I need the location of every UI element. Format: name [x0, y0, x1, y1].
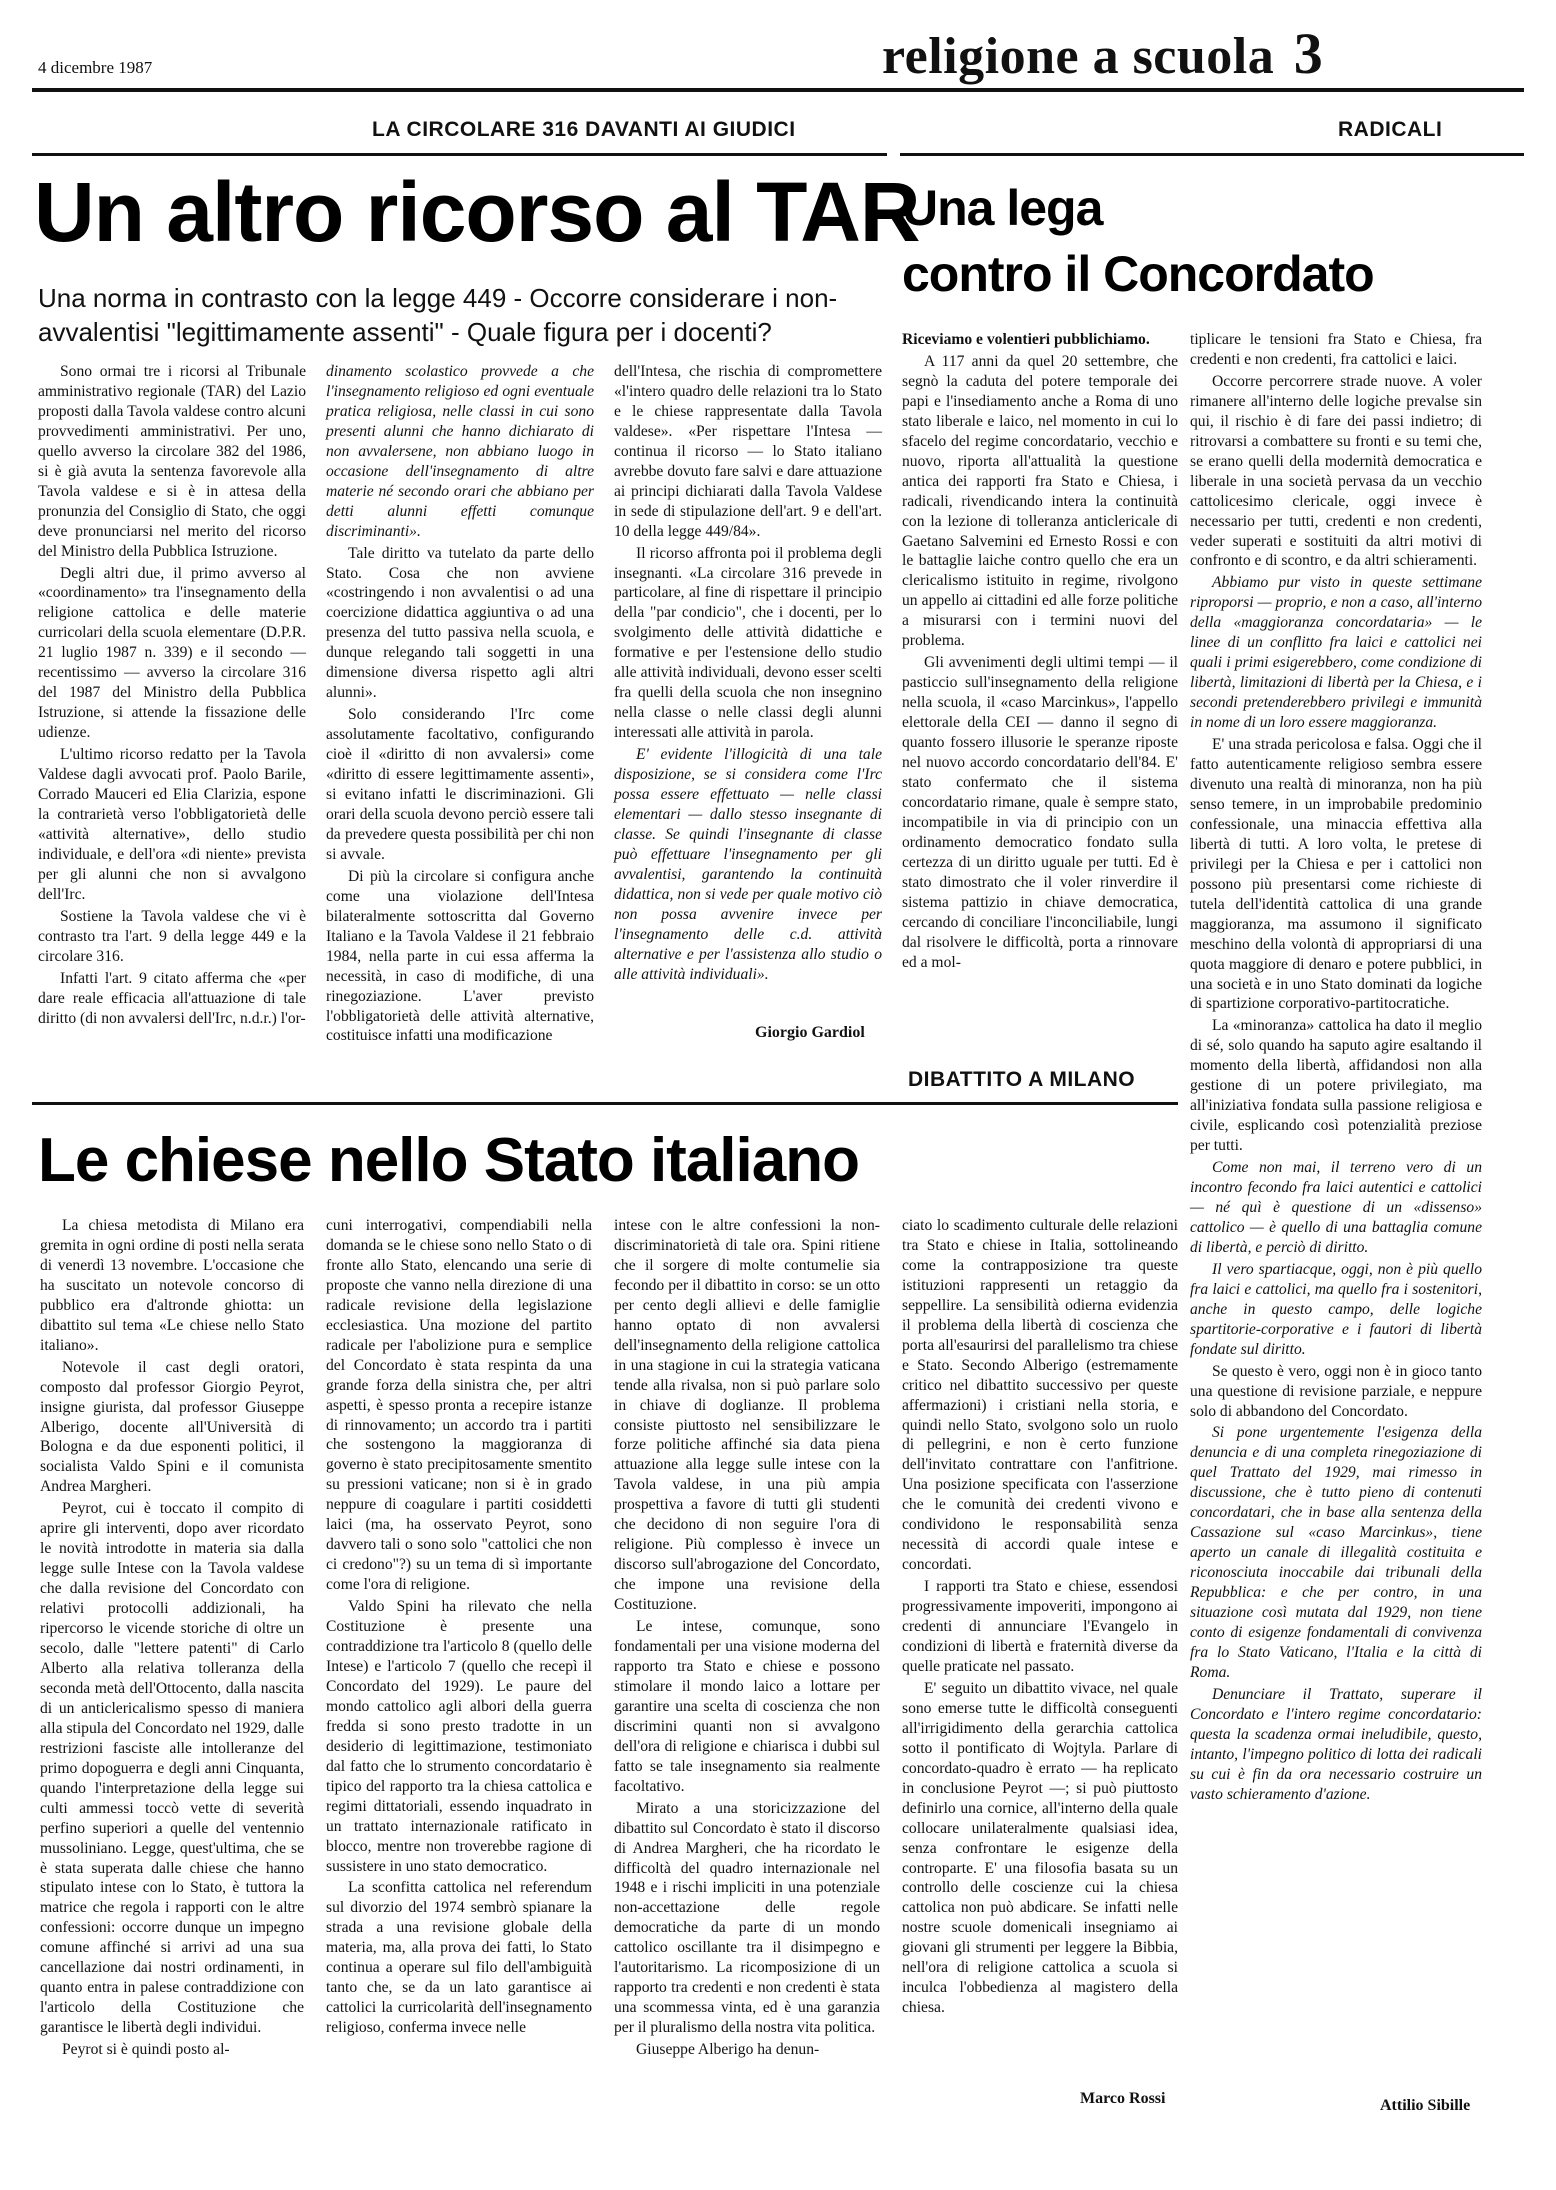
article3-title: Le chiese nello Stato italiano	[38, 1126, 859, 1195]
article1-column-3	[614, 362, 882, 1022]
paragraph: Le intese, comunque, sono fondamentali per una visione moderna del rapporto tra Stato e chiese e possono stimolare il mondo laico a lottare per garantire una scelta di coscienza che non discrimini quanti non si avvalgono dell'ora di religione e chiarisca i dubbi sul fatto se tale insegnamento sia realmente facoltativo.	[614, 1618, 880, 1795]
paragraph: Riceviamo e volentieri pubblichiamo.	[902, 331, 1150, 348]
article1-kicker: LA CIRCOLARE 316 DAVANTI AI GIUDICI	[372, 118, 796, 141]
article2-kicker-rule	[900, 153, 1524, 156]
paragraph: L'ultimo ricorso redatto per la Tavola Valdese dagli avvocati prof. Paolo Barile, Corrado Mauceri ed Elia Clarizia, espone la contrarietà verso l'obbligatorietà delle «attività alternative», dello studio individuale, e dell'ora «di niente» prevista per gli alunni che non si avvalgono dell'Irc.	[38, 746, 306, 903]
paragraph: dinamento scolastico provvede a che l'insegnamento religioso ed ogni eventuale pratica religiosa, nelle classi in cui sono presenti alunni che hanno dichiarato di non avvalersene, non abbiano luogo in occasione dell'insegnamento di altre materie né secondo orari che abbiano per detti alunni effetti comunque discriminanti».	[326, 363, 594, 540]
article1-kicker-rule	[32, 153, 887, 156]
paragraph: E' evidente l'illogicità di una tale disposizione, se si considera come l'Irc possa essere effettuato — nelle classi elementari — dallo stesso insegnante di classe. Se quindi l'insegnante di classe può effettuare l'insegnamento per gli avvalentisi, garantendo la continuità didattica, non si vede per quale motivo ciò non possa avvenire invece per l'insegnamento delle c.d. attività alternative e per l'assistenza allo studio o alle attività individuali».	[614, 746, 882, 983]
paragraph: A 117 anni da quel 20 settembre, che segnò la caduta del potere temporale dei papi e l'insediamento anche a Roma di uno stato liberale e laico, nel momento in cui lo sfacelo del regime concordatario, vecchio e nuovo, riporta all'attualità la questione antica dei rapporti fra Stato e Chiesa, i radicali, rivendicando intera la continuità con la lezione di tolleranza anticlericale di Gaetano Salvemini ed Ernesto Rossi e con le battaglie laiche contro quello che era un clericalismo istituito in regime, rivolgono un appello ai cittadini ed alle forze politiche a misurarsi con i termini nuovi del problema.	[902, 352, 1178, 650]
page-number: 3	[1293, 21, 1324, 86]
article3-kicker-rule	[32, 1102, 1178, 1105]
paragraph: La «minoranza» cattolica ha dato il meglio di sé, solo quando ha saputo agire esaltando il momento della libertà, affidandosi non alla gestione di un potere privilegiato, ma all'iniziativa fondata sulla passione religiosa e civile, esplicando così potenzialità preziose per tutti.	[1190, 1017, 1482, 1155]
paragraph: E' seguito un dibattito vivace, nel quale sono emerse tutte le difficoltà conseguenti all'irrigidimento della gerarchia cattolica sotto il pontificato di Wojtyla. Parlare di concordato-quadro è errato — ha replicato in conclusione Peyrot —; si può piuttosto definirlo una cornice, all'interno della quale collocare unilateralmente qualsiasi idea, senza confrontare le esigenze della controparte. E' una filosofia basata su un controllo delle coscienze cui la chiesa cattolica non può abdicare. Se infatti nelle nostre scuole domenicali insegniamo ai giovani gli strumenti per leggere la Bibbia, nell'ora di religione cattolica a scuola si inculca l'obbedienza al magistero della chiesa.	[902, 1679, 1178, 2017]
paragraph: Mirato a una storicizzazione del dibattito sul Concordato è stato il discorso di Andrea Margheri, che ha ricordato le difficoltà del quadro internazionale nel 1948 e i rischi impliciti in una potenziale non-accettazione delle regole democratiche da parte di un mondo cattolico oscillante tra il disimpegno e l'autoritarismo. La ricomposizione di un rapporto tra credenti e non credenti è stata una scommessa vinta, ed è una garanzia per il pluralismo della nostra vita politica.	[614, 1799, 880, 2037]
section-title: religione a scuola	[882, 28, 1275, 85]
paragraph: E' una strada pericolosa e falsa. Oggi che il fatto autenticamente religioso sembra essere divenuto una realtà di minoranza, non ha più senso temere, in un improbabile predominio confessionale, una minaccia effettiva alla libertà di tutti. A loro volta, le pretese di privilegi per la Chiesa e per i cattolici non possono più presentarsi come richieste di tutela dell'identità cattolica di una grande maggioranza, ma assumono il significato meschino della volontà di appropriarsi di una quota maggiore di denaro e potere pubblici, in una società e in uno Stato dominati da logiche di spartizione corporativo-partitocratiche.	[1190, 736, 1482, 1013]
paragraph: Notevole il cast degli oratori, composto dal professor Giorgio Peyrot, insigne giurista, dal professor Giuseppe Alberigo, docente all'Università di Bologna e da due esponenti politici, il socialista Valdo Spini e il comunista Andrea Margheri.	[40, 1358, 304, 1496]
paragraph: intese con le altre confessioni la non-discriminatorietà di tale ora. Spini ritiene che il sorgere di molte contumelie sia fecondo per il dibattito in corso: se un otto per cento degli allievi e delle famiglie hanno optato di non avvalersi dell'insegnamento della religione cattolica in una stagione in cui la strategia vaticana tende alla rivalsa, non si può parlare solo in chiave di doglianze. Il problema consiste piuttosto nel sensibilizzare le forze politiche affinché sia data piena attuazione alla legge sulle intese con la Tavola valdese, in una più ampia prospettiva a favore di tutti gli studenti che decidono di non seguire l'ora di religione. Più complesso è invece un discorso sull'abrogazione del Concordato, che impone una revisione della Costituzione.	[614, 1217, 880, 1614]
article2-column-1	[902, 330, 1178, 1060]
paragraph: ciato lo scadimento culturale delle relazioni tra Stato e chiese in Italia, sottolineando come la contrapposizione tra queste istituzioni rappresenti un retaggio da seppellire. La sensibilità odierna evidenzia il problema della libertà di coscienza che porta all'esaurirsi del parallelismo tra chiese e Stato. Secondo Alberigo (estremamente critico nel dibattito successivo per queste affermazioni) i cristiani nella storia, e quindi nello Stato, svolgono solo un ruolo di pellegrini, e non è certo funzione dell'invitato contrattare con l'anfitrione. Una posizione specificata con l'asserzione che le comunità dei credenti vivono e condividono le responsabilità senza necessità di accordi quale intese e concordati.	[902, 1217, 1178, 1574]
paragraph: Peyrot, cui è toccato il compito di aprire gli interventi, dopo aver ricordato le novità introdotte in materia sia dalla legge sulle Intese con la Tavola valdese che dalla revisione del Concordato con relativi protocolli addizionali, ha ripercorso le vicende storiche di oltre un secolo, dalle "lettere patenti" di Carlo Alberto alla relativa tolleranza della seconda metà dell'Ottocento, dalla nascita di un anticlericalismo spesso di maniera alla stipula del Concordato nel 1929, dalle restrizioni fasciste alle intolleranze del primo dopoguerra e degli anni Cinquanta, quando l'interpretazione della legge sui culti ammessi toccò vette di severità perfino superiori a quelle del ventennio mussoliniano. Legge, quest'ultima, che se è stata superata dalle chiese che hanno stipulato intese con lo Stato, è tuttora la matrice che regola i rapporti con le altre confessioni: occorre dunque un impegno comune affinché si arrivi ad una sua cancellazione dai nostri ordinamenti, in quanto entra in palese contraddizione con l'articolo della Costituzione che garantisce le libertà degli individui.	[40, 1500, 304, 2037]
article1-author: Giorgio Gardiol	[755, 1024, 865, 1041]
paragraph: Gli avvenimenti degli ultimi tempi — il pasticcio sull'insegnamento della religione nella scuola, il «caso Marcinkus», l'appello elettorale della CEI — danno il segno di quanto fossero illusorie le speranze riposte nel nuovo accordo concordatario dell'84. E' stato confermato che il sistema concordatario rimane, quale è sempre stato, incompatibile in via di principio con un ordinamento democratico fondato sulla certezza di un diritto uguale per tutti. Ed è stato dimostrato che il voler rinverdire il sistema pattizio in chiave democratica, cercando di conciliare l'inconciliabile, lungi dal risolvere le difficoltà, porta a rinnovare ed a mol-	[902, 654, 1178, 971]
paragraph: Abbiamo pur visto in queste settimane riproporsi — proprio, e non a caso, all'interno della «maggioranza concordataria» — le linee di un conflitto fra laici e cattolici nei quali i primi esigerebbero, come condizione di libertà, limitazioni di libertà per la Chiesa, e i secondi pretenderebbero privilegi e immunità in nome di un loro essere maggioranza.	[1190, 574, 1482, 732]
article3-column-2	[326, 1216, 592, 2146]
article3-kicker: DIBATTITO A MILANO	[908, 1068, 1136, 1091]
masthead-section	[882, 20, 1323, 87]
masthead-rule	[32, 88, 1524, 92]
paragraph: Valdo Spini ha rilevato che nella Costituzione è presente una contraddizione tra l'articolo 8 (quello delle Intese) e l'articolo 7 (quello che recepì il Concordato del 1929). Le paure del mondo cattolico agli albori della guerra fredda si sono presto tradotte in un desiderio di legittimazione, testimoniato dal fatto che lo strumento concordatario è tipico del rapporto tra la chiesa cattolica e regimi dittatoriali, essendo inquadrato in un trattato internazionale ratificato in blocco, mentre non troverebbe ragione di sussistere in uno stato democratico.	[326, 1598, 592, 1875]
article1-column-2	[326, 362, 594, 1045]
paragraph: Di più la circolare si configura anche come una violazione dell'Intesa bilateralmente sottoscritta dal Governo Italiano e la Tavola Valdese il 21 febbraio 1984, nella parte in cui essa afferma la necessità, in caso di modifiche, di una rinegoziazione. L'aver previsto l'obbligatorietà delle attività alternative, costituisce infatti una modificazione	[326, 867, 594, 1045]
article2-title-line2: contro il Concordato	[902, 246, 1374, 302]
article1-column-1	[38, 362, 306, 1027]
paragraph: Peyrot si è quindi posto al-	[62, 2041, 230, 2059]
paragraph: dell'Intesa, che rischia di compromettere «l'intero quadro delle relazioni tra lo Stato e le chiese rappresentate dalla Tavola valdese». «Per rispettare l'Intesa — continua il ricorso — lo Stato italiano avrebbe dovuto fare salvi e dare attuazione ai principi dichiarati dalla Tavola Valdese in sede di stipulazione dell'art. 9 e dell'art. 10 della legge 449/84».	[614, 363, 882, 540]
paragraph: Infatti l'art. 9 citato afferma che «per dare reale efficacia all'attuazione di tale diritto (di non avvalersi dell'Irc, n.d.r.) l'or-	[38, 969, 306, 1027]
paragraph: Occorre percorrere strade nuove. A voler rimanere all'interno delle logiche prevalse sin qui, il rischio è di fare dei passi indietro; di ritrovarsi a combattere su fronti e su temi che, se erano quelli della modernità democratica e liberale in una società pervasa da un vecchio cattolicesimo clericale, oggi invece è necessario per tutti, credenti e non credenti, veder superati e sostituiti da altri motivi di confronto e di scontro, e da altri schieramenti.	[1190, 372, 1482, 570]
masthead-date: 4 dicembre 1987	[38, 58, 153, 77]
article1-title: Un altro ricorso al TAR	[34, 165, 920, 259]
paragraph: Solo considerando l'Irc come assolutamente facoltativo, configurando cioè il «diritto di non avvalersi» come «diritto di essere legittimamente assenti», si evitano infatti le discriminazioni. Gli orari della scuola devono perciò essere tali da prevedere questa possibilità per chi non si avvale.	[326, 706, 594, 863]
paragraph: La sconfitta cattolica nel referendum sul divorzio del 1974 sembrò spianare la strada a una revisione globale della materia, ma, alla prova dei fatti, lo Stato continua a operare sul filo dell'ambiguità tanto che, se da un lato garantisce ai cattolici la curricolarità dell'insegnamento religioso, conferma invece nelle	[326, 1879, 592, 2037]
paragraph: La chiesa metodista di Milano era gremita in ogni ordine di posti nella serata di venerdì 13 novembre. L'occasione che ha suscitato un notevole concorso di pubblico era d'altronde ghiotta: un dibattito sul tema «Le chiese nello Stato italiano».	[40, 1217, 304, 1354]
paragraph: Il vero spartiacque, oggi, non è più quello fra laici e cattolici, ma quello fra i sostenitori, anche in questo campo, delle logiche spartitorie-corporative e i fautori di libertà fondate sul diritto.	[1190, 1260, 1482, 1358]
paragraph: Sostiene la Tavola valdese che vi è contrasto tra l'art. 9 della legge 449 e la circolare 316.	[38, 907, 306, 965]
paragraph: Si pone urgentemente l'esigenza della denuncia e di una completa rinegoziazione di quel Trattato del 1929, mai rimesso in discussione, che è tutto pieno di contenuti concordatari, che in base alla sentenza della Cassazione sul «caso Marcinkus», tiene aperto un canale di illegalità costituita e riconosciuta inoccabile dai tribunali della Repubblica: e che per contro, in una situazione così mutata dal 1929, non tiene conto di esigenze fondamentali di convivenza fra lo Stato Vaticano, l'Italia e la città di Roma.	[1190, 1424, 1482, 1681]
article3-column-4	[902, 1216, 1178, 2076]
paragraph: Degli altri due, il primo avverso al «coordinamento» tra l'insegnamento della religione cattolica e delle materie curricolari della scuola elementare (D.P.R. 21 luglio 1987 n. 339) e il secondo — recentissimo — avverso la circolare 316 del 1987 del Ministro della Pubblica Istruzione, si attende la fissazione delle udienze.	[38, 564, 306, 742]
article3-column-3	[614, 1216, 880, 2146]
article2-column-2	[1190, 330, 1482, 2190]
paragraph: Tale diritto va tutelato da parte dello Stato. Cosa che non avviene «costringendo i non avvalentisi o ad una coercizione didattica aggiuntiva o ad una presenza del tutto passiva nella scuola, e dunque relegando tali soggetti in una dimensione diversa rispetto agli altri alunni».	[326, 544, 594, 702]
paragraph: Sono ormai tre i ricorsi al Tribunale amministrativo regionale (TAR) del Lazio proposti dalla Tavola valdese contro alcuni provvedimenti amministrativi. Per uno, quello avverso la circolare 382 del 1986, si è già avuta la sentenza favorevole alla Tavola valdese e si è in attesa della pronunzia del Consiglio di Stato, che oggi deve pronunciarsi nel merito del ricorso del Ministro della Pubblica Istruzione.	[38, 363, 306, 560]
article3-column-1	[40, 1216, 304, 2146]
article1-subtitle: Una norma in contrasto con la legge 449 - Occorre considerare i non-avvalentisi "legittimamente assenti" - Quale figura per i docenti?	[38, 283, 838, 347]
paragraph: Come non mai, il terreno vero di un incontro fecondo fra laici autentici e cattolici — né quì è questione di un «dissenso» cattolico — è quello di una battaglia comune di libertà, e perciò di diritto.	[1190, 1159, 1482, 1256]
paragraph: cuni interrogativi, compendiabili nella domanda se le chiese sono nello Stato o di fronte allo Stato, elencando una serie di proposte che vanno nella direzione di una radicale revisione della legislazione ecclesiastica. Una mozione del partito radicale per l'abolizione pura e semplice del Concordato è stata respinta da una grande forza della sinistra che, per altri aspetti, è spesso pronta a recepire istanze di rinnovamento; un accordo tra i partiti che sostengono la maggioranza di governo è stato precipitosamente smentito su pressioni vaticane; non si è in grado neppure di coagulare i partiti cosiddetti laici (ma, ha osservato Peyrot, sono davvero tali o sono solo "cattolici che non ci credono"?) su un tema di sì importante come l'ora di religione.	[326, 1217, 592, 1594]
paragraph: I rapporti tra Stato e chiese, essendosi progressivamente impoveriti, impongono ai credenti di annunciare l'Evangelo in condizioni di libertà e fraternità diverse da quelle praticate nel passato.	[902, 1578, 1178, 1675]
article2-kicker: RADICALI	[1338, 118, 1443, 141]
article2-author: Attilio Sibille	[1380, 2097, 1471, 2114]
article3-author: Marco Rossi	[1080, 2090, 1166, 2107]
paragraph: Giuseppe Alberigo ha denun-	[636, 2041, 820, 2059]
paragraph: Il ricorso affronta poi il problema degli insegnanti. «La circolare 316 prevede in particolare, al fine di rispettare il principio della "par condicio", che i docenti, per lo svolgimento delle attività didattiche e formative e per l'estensione dello studio alle attività individuali, devono esser scelti fra quelli della scuola che non insegnino nella classe o nelle classi degli alunni interessati alle attività in parola.	[614, 544, 882, 742]
article2-title-line1: Una lega	[902, 180, 1103, 236]
paragraph: Denunciare il Trattato, superare il Concordato e l'intero regime concordatario: questa la scadenza ormai ineludibile, questo, intanto, l'impegno politico di lotta dei radicali su cui è fin da ora necessario costruire un vasto schieramento d'azione.	[1190, 1685, 1482, 1803]
paragraph: Se questo è vero, oggi non è in gioco tanto una questione di revisione parziale, e neppure solo di abbandono del Concordato.	[1190, 1362, 1482, 1420]
paragraph: tiplicare le tensioni fra Stato e Chiesa, fra credenti e non credenti, fra cattolici e laici.	[1190, 331, 1482, 368]
